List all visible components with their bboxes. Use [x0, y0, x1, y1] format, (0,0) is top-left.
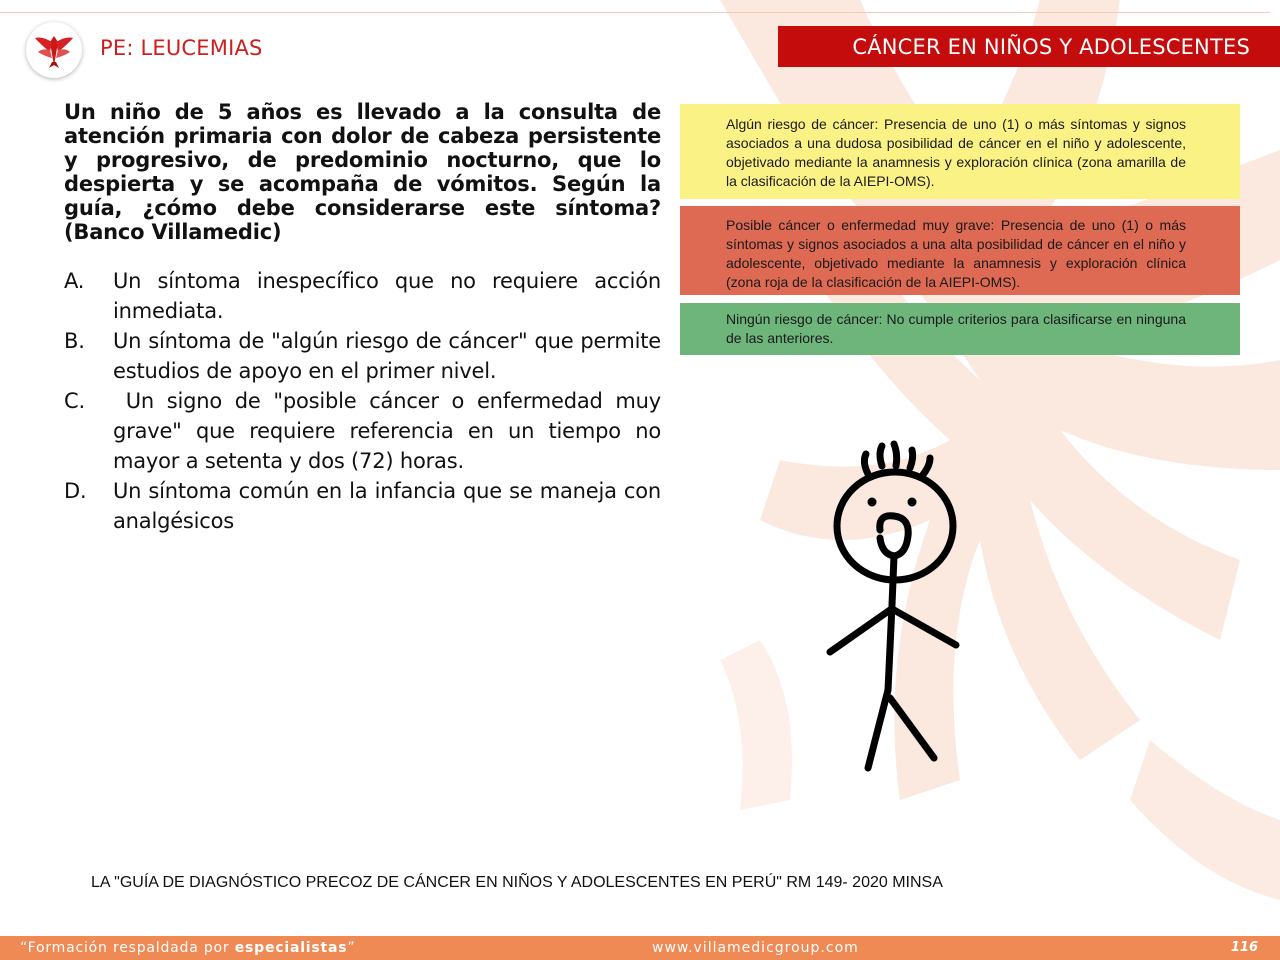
stick-figure-child-icon	[818, 440, 968, 775]
answer-options	[64, 266, 668, 536]
option-c[interactable]	[64, 386, 668, 476]
option-letter: B.	[64, 329, 85, 353]
option-letter: D.	[64, 479, 87, 503]
risk-row-some-risk: Algún riesgo de cáncer: Presencia de uno (1) o más síntomas y signos asociados a una dudosa posibilidad de cáncer en el niño y adolescente, objetivado mediante la anamnesis y exploración clínica (zona amarilla de la clasificación de la AIEPI-OMS).	[680, 104, 1240, 199]
footer-bar	[0, 936, 1280, 960]
risk-classification-table	[680, 104, 1240, 355]
topic-title: PE: LEUCEMIAS	[100, 36, 263, 60]
option-letter: A.	[64, 269, 85, 293]
option-text: Un signo de "posible cáncer o enfermedad muy grave" que requiere referencia en un tiempo no mayor a setenta y dos (72) horas.	[113, 389, 668, 473]
section-banner	[778, 26, 1280, 67]
top-rule	[0, 12, 1270, 13]
banner-title: CÁNCER EN NIÑOS Y ADOLESCENTES	[852, 34, 1250, 59]
phoenix-logo-icon	[26, 22, 82, 78]
risk-row-possible-cancer: Posible cáncer o enfermedad muy grave: Presencia de uno (1) o más síntomas y signos asociados a una alta posibilidad de cáncer en el niño y adolescente, objetivado mediante la anamnesis y exploración clínica (zona roja de la clasificación de la AIEPI-OMS).	[680, 206, 1240, 295]
source-citation: LA "GUÍA DE DIAGNÓSTICO PRECOZ DE CÁNCER EN NIÑOS Y ADOLESCENTES EN PERÚ" RM 149- 2020 MINSA	[91, 874, 943, 891]
option-d[interactable]	[64, 476, 661, 536]
risk-row-no-risk: Ningún riesgo de cáncer: No cumple criterios para clasificarse en ninguna de las anteriores.	[680, 303, 1240, 355]
option-text: Un síntoma inespecífico que no requiere acción inmediata.	[113, 269, 661, 323]
footer-url[interactable]: www.villamedicgroup.com	[652, 940, 859, 956]
slogan-end: ”	[347, 940, 356, 956]
page-number: 116	[1230, 940, 1258, 955]
slogan-start: “Formación respaldada por	[20, 940, 235, 956]
footer-slogan	[20, 940, 355, 956]
question-stem: Un niño de 5 años es llevado a la consulta de atención primaria con dolor de cabeza persistente y progresivo, de predominio nocturno, que lo despierta y se acompaña de vómitos. Según la guía, ¿cómo debe considerarse este síntoma? (Banco Villamedic)	[64, 100, 661, 244]
option-a[interactable]	[64, 266, 661, 326]
option-letter: C.	[64, 389, 85, 413]
option-text: Un síntoma de "algún riesgo de cáncer" que permite estudios de apoyo en el primer nivel.	[113, 329, 661, 383]
option-text: Un síntoma común en la infancia que se maneja con analgésicos	[113, 479, 661, 533]
option-b[interactable]	[64, 326, 661, 386]
slogan-bold: especialistas	[234, 940, 348, 956]
